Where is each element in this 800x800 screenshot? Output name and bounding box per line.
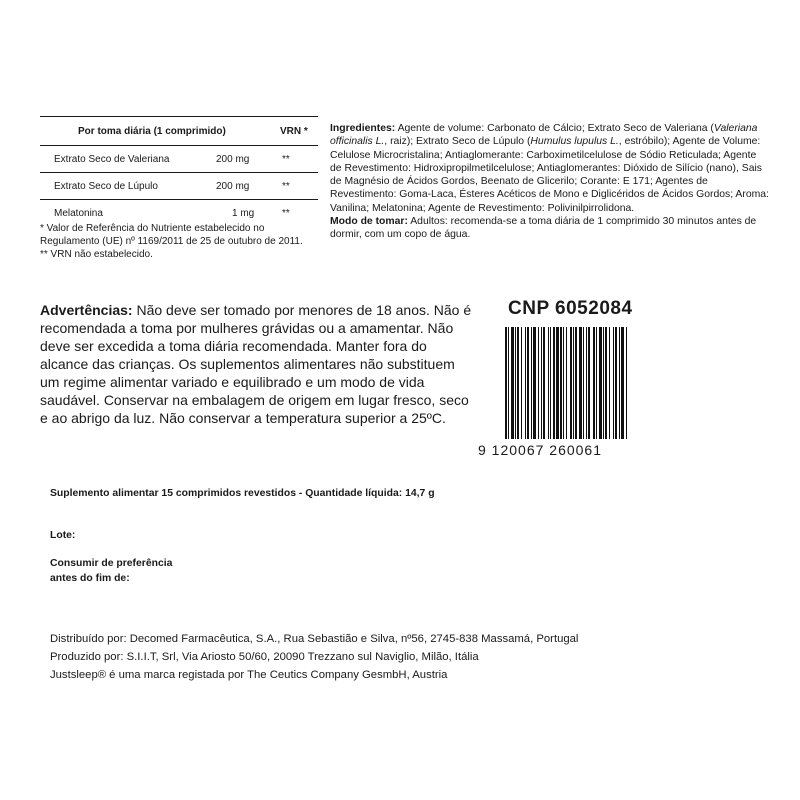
barcode-bar xyxy=(626,327,627,439)
barcode xyxy=(505,327,632,439)
ingredients-italic-valeriana: Valeriana officinalis L. xyxy=(330,123,758,148)
barcode-bar xyxy=(586,327,587,439)
barcode-bar xyxy=(541,327,542,439)
nutrient-vrn: ** xyxy=(282,154,290,165)
barcode-bar xyxy=(515,327,516,439)
nutrient-vrn: ** xyxy=(282,208,290,219)
ingredients-text-2: , raiz); Extrato Seco de Lúpulo ( xyxy=(384,136,531,148)
nutrient-amount: 200 mg xyxy=(216,154,250,165)
warnings-block xyxy=(40,301,476,427)
barcode-bar xyxy=(619,327,620,439)
barcode-bar xyxy=(508,327,509,439)
nutrient-name: Melatonina xyxy=(54,208,103,219)
cnp-code: CNP 6052084 xyxy=(508,298,633,319)
distribution-block xyxy=(50,630,578,684)
barcode-bar xyxy=(527,327,529,439)
barcode-bar xyxy=(505,327,507,439)
trademark-line: Justsleep® é uma marca registada por The Ceutics Company GesmbH, Austria xyxy=(50,669,448,681)
barcode-bar xyxy=(603,327,604,439)
barcode-bar xyxy=(605,327,607,439)
barcode-bar xyxy=(579,327,582,439)
barcode-bar xyxy=(609,327,610,439)
warnings-label: Advertências: xyxy=(40,302,133,318)
barcode-bar xyxy=(550,327,551,439)
ingredients-text-1: Agente de volume: Carbonato de Cálcio; Extrato Seco de Valeriana ( xyxy=(395,123,714,134)
mode-of-use-text: Adultos: recomenda-se a toma diária de 1 comprimido 30 minutos antes de dormir, com um copo de água. xyxy=(330,216,757,241)
nutrient-amount: 1 mg xyxy=(232,208,255,219)
barcode-bar xyxy=(553,327,555,439)
barcode-bar xyxy=(575,327,577,439)
barcode-bar xyxy=(583,327,584,439)
barcode-bar xyxy=(566,327,567,439)
barcode-bar xyxy=(517,327,519,439)
barcode-bar xyxy=(593,327,595,439)
barcode-bar xyxy=(573,327,574,439)
barcode-bar xyxy=(615,327,617,439)
nutrition-footnote-vrn: * Valor de Referência do Nutriente estabelecido no Regulamento (UE) nº 1169/2011 de 25 de outubro de 2011. xyxy=(40,223,303,247)
barcode-bar xyxy=(538,327,539,439)
best-before-label xyxy=(50,556,172,586)
barcode-bar xyxy=(621,327,624,439)
mode-of-use-label: Modo de tomar: xyxy=(330,216,408,228)
barcode-bar xyxy=(531,327,532,439)
best-before-line-2: antes do fim de: xyxy=(50,573,130,584)
nutrition-footnote-nd: ** VRN não estabelecido. xyxy=(40,249,153,260)
nutrient-vrn: ** xyxy=(282,181,290,192)
barcode-bar xyxy=(521,327,522,439)
barcode-bar xyxy=(588,327,590,439)
nutrition-header-label: Por toma diária (1 comprimido) xyxy=(78,126,226,137)
ingredients-block xyxy=(330,122,770,242)
best-before-line-1: Consumir de preferência xyxy=(50,558,173,569)
supplement-line: Suplemento alimentar 15 comprimidos revestidos - Quantidade líquida: 14,7 g xyxy=(50,488,435,499)
ingredients-label: Ingredientes: xyxy=(330,123,396,134)
lot-label: Lote: xyxy=(50,530,76,541)
ingredients-italic-lupulus: Humulus lupulus L. xyxy=(530,136,619,148)
nutrition-header-vrn: VRN * xyxy=(280,126,308,137)
barcode-bar xyxy=(613,327,614,439)
barcode-bar xyxy=(596,327,597,439)
distributor-line: Distribuído por: Decomed Farmacêutica, S.A., Rua Sebastião e Silva, nº56, 2745-838 Massamá, Portugal xyxy=(50,633,579,645)
barcode-bar xyxy=(556,327,559,439)
nutrition-table xyxy=(40,116,318,261)
barcode-bar xyxy=(560,327,562,439)
barcode-bar xyxy=(570,327,572,439)
warnings-text: Não deve ser tomado por menores de 18 anos. Não é recomendada a toma por mulheres grávidas ou a amamentar. Não deve ser excedida a toma diária recomendada. Manter fora do alcance das crianças. Os suplementos alimentares não substituem um regime alimentar variado e equilibrado e um modo de vida saudável. Conservar na embalagem de origem em lugar fresco, seco e ao abrigo da luz. Não conservar a temperatura superior a 25ºC. xyxy=(40,302,472,426)
nutrition-row xyxy=(40,146,318,173)
barcode-bar xyxy=(511,327,514,439)
barcode-bar xyxy=(543,327,545,439)
barcode-digits: 9 120067 260061 xyxy=(478,442,602,458)
barcode-bar xyxy=(533,327,536,439)
nutrient-name: Extrato Seco de Valeriana xyxy=(54,154,170,165)
barcode-bar xyxy=(525,327,526,439)
nutrient-name: Extrato Seco de Lúpulo xyxy=(54,181,158,192)
nutrition-row xyxy=(40,173,318,200)
barcode-bar xyxy=(548,327,549,439)
ingredients-text-3: , estróbilo); Agente de Volume: Celulose Microcristalina; Antiaglomerante: Carboximetilcelulose de Sódio Reticulada; Agente de Revestimento: Hidroxipropilmetilcelulose; Antiaglomerantes: Dióxido de Silício (nano), Sais de Magnésio de Ácidos Gordos, Beenato de Glicerilo; Corante: E 171; Agentes de Revestimento: Goma-Laca, Ésteres Acéticos de Mono e Diglicéridos de Ácidos Gordos; Aroma: Vanilina; Melatonina; Agente de Revestimento: Polivinilpirrolidona. xyxy=(330,136,769,214)
barcode-bar xyxy=(563,327,564,439)
nutrition-row xyxy=(40,200,318,226)
nutrition-header-row xyxy=(40,116,318,146)
producer-line: Produzido por: S.I.I.T, Srl, Via Ariosto 50/60, 20090 Trezzano sul Naviglio, Milão, Itália xyxy=(50,651,479,663)
nutrient-amount: 200 mg xyxy=(216,181,250,192)
barcode-bar xyxy=(599,327,602,439)
